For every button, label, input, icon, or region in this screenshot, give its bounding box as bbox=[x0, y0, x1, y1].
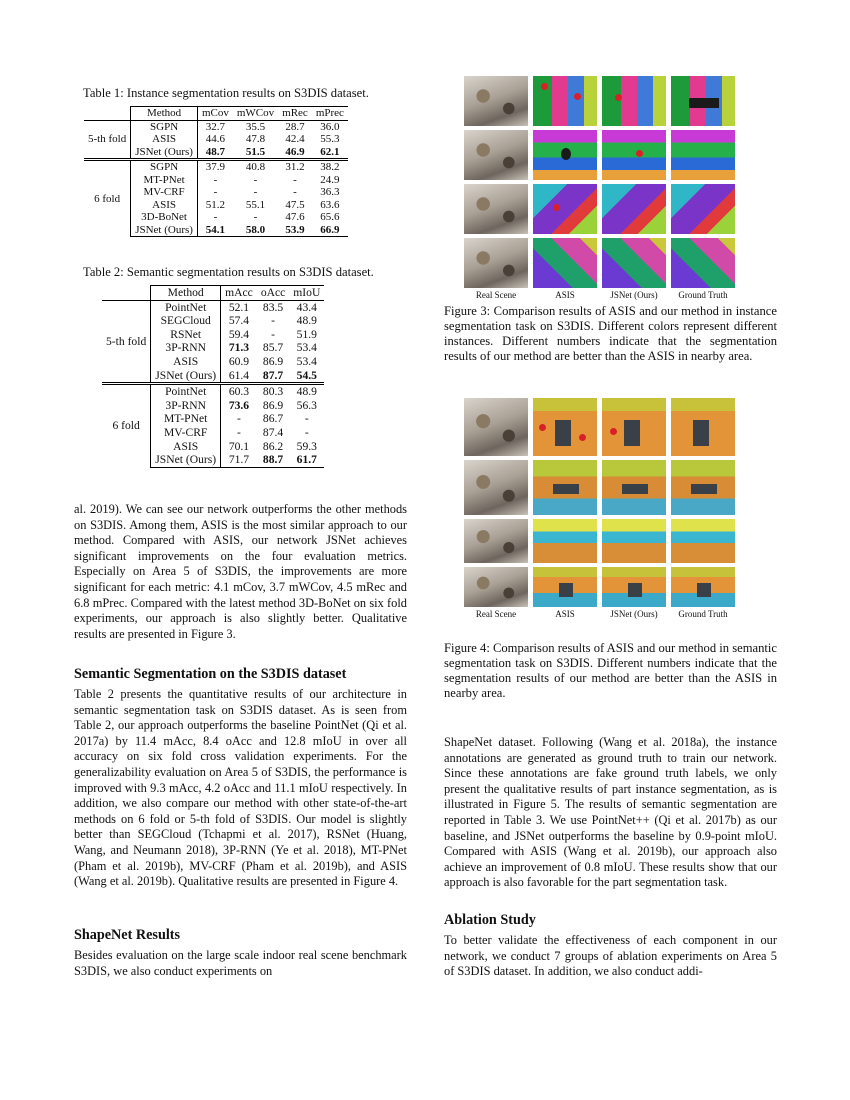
table-row-method: ASIS bbox=[131, 133, 198, 146]
label-asis: ASIS bbox=[555, 290, 575, 300]
label-jsnet: JSNet (Ours) bbox=[610, 609, 658, 619]
table-cell: 88.7 bbox=[257, 453, 289, 467]
label-ground-truth: Ground Truth bbox=[678, 290, 728, 300]
table2-caption: Table 2: Semantic segmentation results on S3DIS dataset. bbox=[83, 265, 374, 279]
table-cell: - bbox=[304, 412, 309, 426]
table1 bbox=[84, 106, 348, 237]
section-heading-semantic: Semantic Segmentation on the S3DIS dataset bbox=[74, 666, 347, 682]
table-cell: 51.2 bbox=[205, 198, 226, 211]
fig4-real-scene bbox=[464, 519, 528, 563]
section-heading-shapenet: ShapeNet Results bbox=[74, 927, 181, 943]
table-cell: 85.7 bbox=[262, 341, 284, 355]
table2 bbox=[102, 285, 324, 468]
fig3-labels bbox=[464, 290, 735, 300]
table-row-method: PointNet bbox=[151, 384, 221, 399]
table-cell: 57.4 bbox=[228, 314, 250, 328]
label-ground-truth: Ground Truth bbox=[678, 609, 728, 619]
table-cell: 36.3 bbox=[320, 186, 340, 198]
table-cell: 32.7 bbox=[197, 120, 232, 133]
label-asis: ASIS bbox=[555, 609, 575, 619]
table-cell: 35.5 bbox=[233, 120, 278, 133]
fig4-jsnet bbox=[602, 519, 666, 563]
table-row-method: JSNet (Ours) bbox=[151, 453, 221, 467]
fig3-jsnet bbox=[602, 184, 666, 234]
table-cell: - bbox=[253, 211, 258, 223]
table1-header-mrec: mRec bbox=[278, 107, 312, 121]
table-row-method: PointNet bbox=[151, 300, 221, 314]
fig4-ground-truth bbox=[671, 460, 735, 515]
table-cell: 53.4 bbox=[296, 341, 317, 355]
table1-header-mprec: mPrec bbox=[312, 107, 348, 121]
table-cell: - bbox=[237, 425, 241, 439]
table-cell: 42.4 bbox=[285, 133, 305, 145]
table-cell: - bbox=[237, 412, 241, 426]
table-row-method: RSNet bbox=[151, 328, 221, 342]
table-cell: 59.4 bbox=[228, 327, 250, 341]
table-row-method: MT-PNet bbox=[151, 412, 221, 426]
figure-4-caption: Figure 4: Comparison results of ASIS and our method in semantic segmentation task on S3DIS. Different numbers indicate that the segmentation results of our method are better than the ASIS in nearby area. bbox=[444, 641, 778, 700]
fig4-asis bbox=[533, 567, 597, 607]
fig3-ground-truth bbox=[671, 184, 735, 234]
table-cell: 36.0 bbox=[312, 120, 348, 133]
table-cell: 83.5 bbox=[257, 300, 289, 314]
table-cell: 51.9 bbox=[296, 327, 317, 341]
table-cell: 31.2 bbox=[278, 160, 312, 174]
fig4-jsnet bbox=[602, 567, 666, 607]
table-cell: - bbox=[253, 186, 258, 198]
table2-group-5th: 5-th fold bbox=[102, 300, 151, 384]
fig3-real-scene bbox=[464, 130, 528, 180]
fig3-ground-truth bbox=[671, 238, 735, 288]
table-cell: 40.8 bbox=[233, 160, 278, 174]
table-cell: 48.9 bbox=[296, 314, 317, 328]
table-cell: 86.9 bbox=[262, 354, 284, 368]
table-cell: - bbox=[213, 173, 218, 186]
table-cell: - bbox=[293, 186, 297, 198]
table-cell: 53.4 bbox=[296, 354, 317, 368]
table-row-method: ASIS bbox=[151, 355, 221, 369]
table-cell: 55.3 bbox=[320, 133, 340, 145]
right-paragraph-2: To better validate the effectiveness of each component in our network, we conduct 7 groups of ablation experiments on Area 5 of S3DIS dataset. In addition, we also conduct addi- bbox=[444, 933, 777, 979]
table-cell: - bbox=[293, 173, 297, 186]
label-real-scene: Real Scene bbox=[475, 609, 517, 619]
table-cell: 46.9 bbox=[285, 145, 305, 158]
table-cell: 73.6 bbox=[228, 398, 250, 412]
table-row-method: MV-CRF bbox=[131, 186, 198, 199]
table-row-method: JSNet (Ours) bbox=[131, 224, 198, 237]
table-row-method: SGPN bbox=[131, 160, 198, 174]
table-cell: - bbox=[271, 327, 275, 341]
table-cell: 28.7 bbox=[278, 120, 312, 133]
label-jsnet: JSNet (Ours) bbox=[610, 290, 658, 300]
table1-header-method: Method bbox=[131, 107, 198, 121]
table1-caption: Table 1: Instance segmentation results on S3DIS dataset. bbox=[83, 86, 369, 100]
table1-header-mcov: mCov bbox=[197, 107, 232, 121]
right-paragraph-1: ShapeNet dataset. Following (Wang et al. 2018a), the instance annotations are generated as ground truth to train our network. Since these annotations are fake ground truth labels, we only present the qualitative results of part instance segmentation, as is illustrated in Figure 5. The results of semantic segmentation are reported in Table 3. We use PointNet++ (Qi et al. 2017b) as our baseline, and JSNet outperforms the baseline by 0.9-point mIoU. Compared with ASIS (Wang et al. 2019b), our approach also achieve an improvement of 0.8 mIoU. These results show that our approach is also favorable for the part segmentation task. bbox=[444, 735, 777, 890]
table-cell: 66.9 bbox=[312, 224, 348, 237]
table-row-method: 3D-BoNet bbox=[131, 211, 198, 224]
table-cell: 87.7 bbox=[262, 368, 284, 382]
table2-header-method: Method bbox=[151, 286, 221, 301]
table-cell: 47.6 bbox=[285, 211, 305, 223]
table-cell: 37.9 bbox=[197, 160, 232, 174]
section-heading-ablation: Ablation Study bbox=[444, 912, 536, 928]
fig4-ground-truth bbox=[671, 398, 735, 456]
table-row-method: 3P-RNN bbox=[151, 341, 221, 355]
table-row-method: JSNet (Ours) bbox=[131, 146, 198, 160]
table-cell: 51.5 bbox=[245, 145, 266, 158]
fig4-real-scene bbox=[464, 398, 528, 456]
table-cell: - bbox=[271, 314, 275, 328]
fig3-jsnet bbox=[602, 238, 666, 288]
table-cell: 65.6 bbox=[320, 211, 340, 223]
table1-corner bbox=[84, 107, 131, 121]
table-cell: - bbox=[213, 186, 218, 198]
fig4-real-scene bbox=[464, 460, 528, 515]
table-cell: 61.7 bbox=[289, 453, 324, 467]
fig3-ground-truth bbox=[671, 130, 735, 180]
fig3-asis bbox=[533, 238, 597, 288]
table-cell: 71.7 bbox=[221, 453, 257, 467]
table-cell: 60.3 bbox=[221, 384, 257, 399]
table-cell: 86.2 bbox=[262, 439, 284, 453]
table-cell: 47.5 bbox=[285, 198, 305, 211]
fig4-asis bbox=[533, 460, 597, 515]
table-cell: 87.4 bbox=[262, 425, 284, 439]
table-cell: - bbox=[304, 425, 309, 439]
fig3-asis bbox=[533, 130, 597, 180]
figure-4 bbox=[464, 398, 735, 619]
fig4-asis bbox=[533, 398, 597, 456]
table-row-method: 3P-RNN bbox=[151, 399, 221, 413]
table2-corner bbox=[102, 286, 151, 301]
table-cell: 55.1 bbox=[245, 198, 266, 211]
table-row-method: ASIS bbox=[151, 440, 221, 454]
table-cell: 54.5 bbox=[296, 368, 317, 382]
table-row-method: MV-CRF bbox=[151, 426, 221, 440]
table-row-method: SGPN bbox=[131, 120, 198, 133]
table-cell: 62.1 bbox=[320, 145, 340, 158]
table-row-method: ASIS bbox=[131, 199, 198, 212]
table-cell: 24.9 bbox=[320, 173, 340, 186]
fig3-jsnet bbox=[602, 76, 666, 126]
fig3-real-scene bbox=[464, 184, 528, 234]
table-cell: 63.6 bbox=[320, 198, 340, 211]
fig4-jsnet bbox=[602, 460, 666, 515]
fig4-asis bbox=[533, 519, 597, 563]
table-cell: 52.1 bbox=[221, 300, 257, 314]
table2-group-6fold: 6 fold bbox=[102, 384, 151, 468]
table1-header-mwcov: mWCov bbox=[233, 107, 278, 121]
table2-header-macc: mAcc bbox=[221, 286, 257, 301]
left-paragraph-1: al. 2019). We can see our network outperforms the other methods on S3DIS. Among them, ASIS is the most similar approach to our method. Compared with ASIS, our network JSNet achieves significant improvements on the four evaluation metrics. Especially on Area 5 of S3DIS, the improvements are more significant for each metric: 4.1 mCov, 3.7 mWCov, 4.5 mRec and 6.8 mPrec. Compared with the latest method 3D-BoNet on six fold experiments, our approach is also slightly better. Qualitative results are presented in Figure 3. bbox=[74, 502, 407, 641]
fig3-asis bbox=[533, 76, 597, 126]
table-cell: 43.4 bbox=[289, 300, 324, 314]
table-row-method: JSNet (Ours) bbox=[151, 369, 221, 384]
table-row-method: SEGCloud bbox=[151, 314, 221, 328]
table-cell: 58.0 bbox=[233, 224, 278, 237]
figure-3 bbox=[464, 76, 735, 300]
table1-group-6fold: 6 fold bbox=[84, 160, 131, 237]
fig3-real-scene bbox=[464, 76, 528, 126]
fig3-asis bbox=[533, 184, 597, 234]
figure-3-caption: Figure 3: Comparison results of ASIS and our method in instance segmentation task on S3DIS. Different colors represent different instances. Different numbers indicate that the segmentation results of our method are better than the ASIS in nearby area. bbox=[444, 304, 777, 363]
left-paragraph-3: Besides evaluation on the large scale indoor real scene benchmark S3DIS, we also conduct experiments on bbox=[74, 948, 407, 978]
table-cell: 53.9 bbox=[278, 224, 312, 237]
table2-header-oacc: oAcc bbox=[257, 286, 289, 301]
label-real-scene: Real Scene bbox=[475, 290, 517, 300]
table2-header-miou: mIoU bbox=[289, 286, 324, 301]
table-cell: 86.7 bbox=[262, 412, 284, 426]
table-cell: - bbox=[213, 211, 218, 223]
table-cell: 56.3 bbox=[296, 398, 317, 412]
table1-group-5th: 5-th fold bbox=[84, 120, 131, 160]
table-cell: 54.1 bbox=[197, 224, 232, 237]
fig4-ground-truth bbox=[671, 567, 735, 607]
fig4-jsnet bbox=[602, 398, 666, 456]
left-paragraph-2: Table 2 presents the quantitative results of our architecture in semantic segmentation task on S3DIS dataset. As is seen from Table 2, our approach outperforms the baseline PointNet (Qi et al. 2017a) by 11.4 mAcc, 8.4 oAcc and 12.8 mIoU in over all accuracy on six fold cross validation experiments. For the generalizability evaluation on Area 5 of S3DIS, the performance is improved with 9.3 mAcc, 4.2 oAcc and 11.1 mIoU respectively. In addition, we also compare our method with other state-of-the-art methods on 6 fold or 5-th fold of S3DIS. Our model is slightly better than SEGCloud (Tchapmi et al. 2017), RSNet (Huang, Wang, and Neumann 2018), 3P-RNN (Ye et al. 2018), MT-PNet (Pham et al. 2019b), MV-CRF (Pham et al. 2019b), and ASIS (Wang et al. 2019b). Qualitative results are presented in Figure 4. bbox=[74, 687, 407, 889]
fig4-labels bbox=[464, 609, 735, 619]
fig4-ground-truth bbox=[671, 519, 735, 563]
table-cell: 59.3 bbox=[296, 439, 317, 453]
table-cell: 38.2 bbox=[312, 160, 348, 174]
table-cell: 61.4 bbox=[228, 368, 250, 382]
table-cell: 86.9 bbox=[262, 398, 284, 412]
table-cell: 47.8 bbox=[245, 133, 266, 145]
fig4-real-scene bbox=[464, 567, 528, 607]
table-cell: 48.7 bbox=[205, 145, 226, 158]
fig3-ground-truth bbox=[671, 76, 735, 126]
table-cell: 80.3 bbox=[257, 384, 289, 399]
fig3-jsnet bbox=[602, 130, 666, 180]
table-cell: 70.1 bbox=[228, 439, 250, 453]
table-cell: 60.9 bbox=[228, 354, 250, 368]
table-cell: - bbox=[253, 173, 258, 186]
fig3-real-scene bbox=[464, 238, 528, 288]
table-cell: 71.3 bbox=[228, 341, 250, 355]
table-cell: 48.9 bbox=[289, 384, 324, 399]
table-cell: 44.6 bbox=[205, 133, 226, 145]
table-row-method: MT-PNet bbox=[131, 174, 198, 187]
